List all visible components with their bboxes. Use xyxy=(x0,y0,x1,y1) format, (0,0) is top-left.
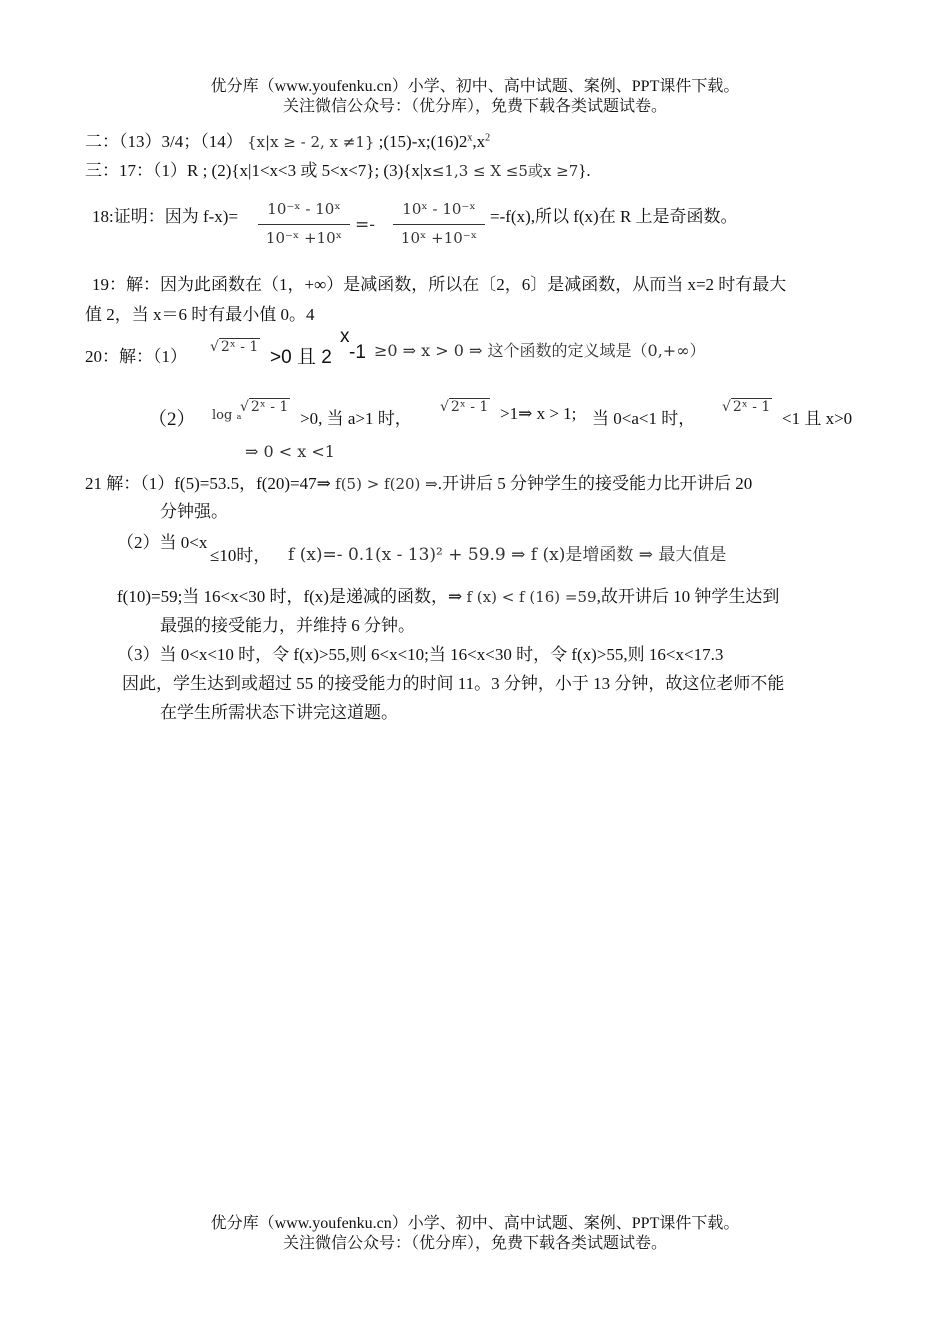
q18-equals: =- xyxy=(355,215,375,235)
q20-minus-one: -1 xyxy=(349,342,366,363)
q21-part2-decreasing: f(10)=59;当 16<x<30 时，f(x)是递减的函数，⇒ xyxy=(117,587,463,606)
q21-part1-compare: f(5) > f(20) ⇒ xyxy=(335,475,438,493)
q20-sqrt-2: √ 2ˣ - 1 xyxy=(240,399,289,415)
q20-exp-x: x xyxy=(340,326,350,347)
q20-log: log ₐ xyxy=(212,408,242,423)
s2-rest: ;(15)-x;(16)2 xyxy=(378,132,468,151)
fraction-bar xyxy=(393,224,485,225)
header-line-1: 优分库（www.youfenku.cn）小学、初中、高中试题、案例、PPT课件下载。 xyxy=(210,78,740,95)
q20-cond-lt-1: <1 且 x>0 xyxy=(782,409,853,428)
q21-part1-conclusion: .开讲后 5 分钟学生的接受能力比开讲后 20 xyxy=(437,474,753,493)
q18-fraction-2 xyxy=(393,200,485,247)
q18-f1-numerator: 10⁻ˣ - 10ˣ xyxy=(267,200,341,218)
q21-part2-formula: f (x)=- 0.1(x - 13)² + 59.9 ⇒ f (x)是增函数 ⇒ 最大值是 xyxy=(288,545,727,565)
footer-line-1: 优分库（www.youfenku.cn）小学、初中、高中试题、案例、PPT课件下载。 xyxy=(210,1215,740,1232)
q21-part2-label: （2）当 0<x xyxy=(117,533,208,552)
s2-exp-2: 2 xyxy=(485,132,491,144)
q20-radicand-1: 2ˣ - 1 xyxy=(220,339,259,355)
q20-radicand-2: 2ˣ - 1 xyxy=(250,399,289,415)
header-line-2: 关注微信公众号：（优分库），免费下载各类试题试卷。 xyxy=(282,98,667,115)
q21-part2-conclusion: ,故开讲后 10 钟学生达到 xyxy=(596,587,780,606)
footer-line-2: 关注微信公众号：（优分库），免费下载各类试题试卷。 xyxy=(282,1235,667,1252)
q20-radicand-4: 2ˣ - 1 xyxy=(732,399,771,415)
q18-f2-denominator: 10ˣ +10⁻ˣ xyxy=(400,229,478,247)
q21-line-2: 分钟强。 xyxy=(160,502,228,521)
q21-part3-line-1: （3）当 0<x<10 时，令 f(x)>55,则 6<x<10;当 16<x<30 时，令 f(x)>55,则 16<x<17.3 xyxy=(117,645,724,664)
q20-label: 20：解：（1） xyxy=(85,347,187,366)
s3-end: }. xyxy=(578,161,591,180)
answer-section-3 xyxy=(85,156,591,181)
q20-cond-a: >0 且 2 xyxy=(270,347,332,368)
q18-intro: 18:证明：因为 f-x)= xyxy=(92,207,239,226)
q20-domain: ≥0 ⇒ x > 0 ⇒ 这个函数的定义域是（0,+∞） xyxy=(374,341,706,360)
q19-line-2: 值 2，当 x＝6 时有最小值 0。4 xyxy=(85,305,315,324)
q21-part2-range: ≤10时， xyxy=(210,546,271,565)
q18-conclusion: =-f(x),所以 f(x)在 R 上是奇函数。 xyxy=(490,207,738,226)
q19-line-1: 19：解：因为此函数在（1，+∞）是减函数，所以在〔2，6〕是减函数，从而当 x=2 时有最大 xyxy=(92,275,787,294)
q20-radicand-3: 2ˣ - 1 xyxy=(450,399,489,415)
q20-sqrt-3: √ 2ˣ - 1 xyxy=(440,399,489,415)
s2-exp-x: x xyxy=(467,132,473,144)
s3-main: 三：17：（1）R ; (2){x|1<x<3 或 5<x<7}; (3){x|x xyxy=(85,161,432,180)
q20-sqrt-1: √ 2ˣ - 1 xyxy=(210,339,259,355)
answer-section-2 xyxy=(85,127,490,152)
q21-line-1 xyxy=(85,469,752,494)
s2-tail: ,x xyxy=(472,132,486,151)
q18-f2-numerator: 10ˣ - 10⁻ˣ xyxy=(402,200,476,218)
s2-label: 二：（13）3/4；（14） xyxy=(85,132,243,151)
q20-result-lt-1: ⇒ 0 < x <1 xyxy=(245,442,335,461)
q20-sqrt-4: √ 2ˣ - 1 xyxy=(722,399,771,415)
q20-case-a-gt-1: >0, 当 a>1 时， xyxy=(300,409,412,428)
q21-part2-inequality: f (x) < f (16) =59 xyxy=(466,588,597,606)
q20-part2-label: （2） xyxy=(148,409,196,430)
s3-set: ≤1,3 ≤ X ≤5或x ≥7 xyxy=(431,162,579,180)
q18-fraction-1 xyxy=(258,200,350,247)
q21-part3-line-3: 在学生所需状态下讲完这道题。 xyxy=(160,703,398,722)
q21-part2-line-2 xyxy=(117,582,779,607)
s2-set: {x|x ≥ - 2, x ≠1} xyxy=(246,133,375,151)
q20-result-gt-1: >1⇒ x > 1; xyxy=(500,404,577,423)
q21-part1-values: 21 解：（1）f(5)=53.5，f(20)=47⇒ xyxy=(85,474,331,493)
q18-f1-denominator: 10⁻ˣ +10ˣ xyxy=(265,229,343,247)
fraction-bar xyxy=(258,224,350,225)
q21-part3-line-2: 因此，学生达到或超过 55 的接受能力的时间 11。3 分钟，小于 13 分钟，故这位老师不能 xyxy=(122,674,785,693)
q21-part2-line-3: 最强的接受能力，并维持 6 分钟。 xyxy=(160,616,415,635)
q20-case-a-lt-1: 当 0<a<1 时， xyxy=(592,409,696,428)
